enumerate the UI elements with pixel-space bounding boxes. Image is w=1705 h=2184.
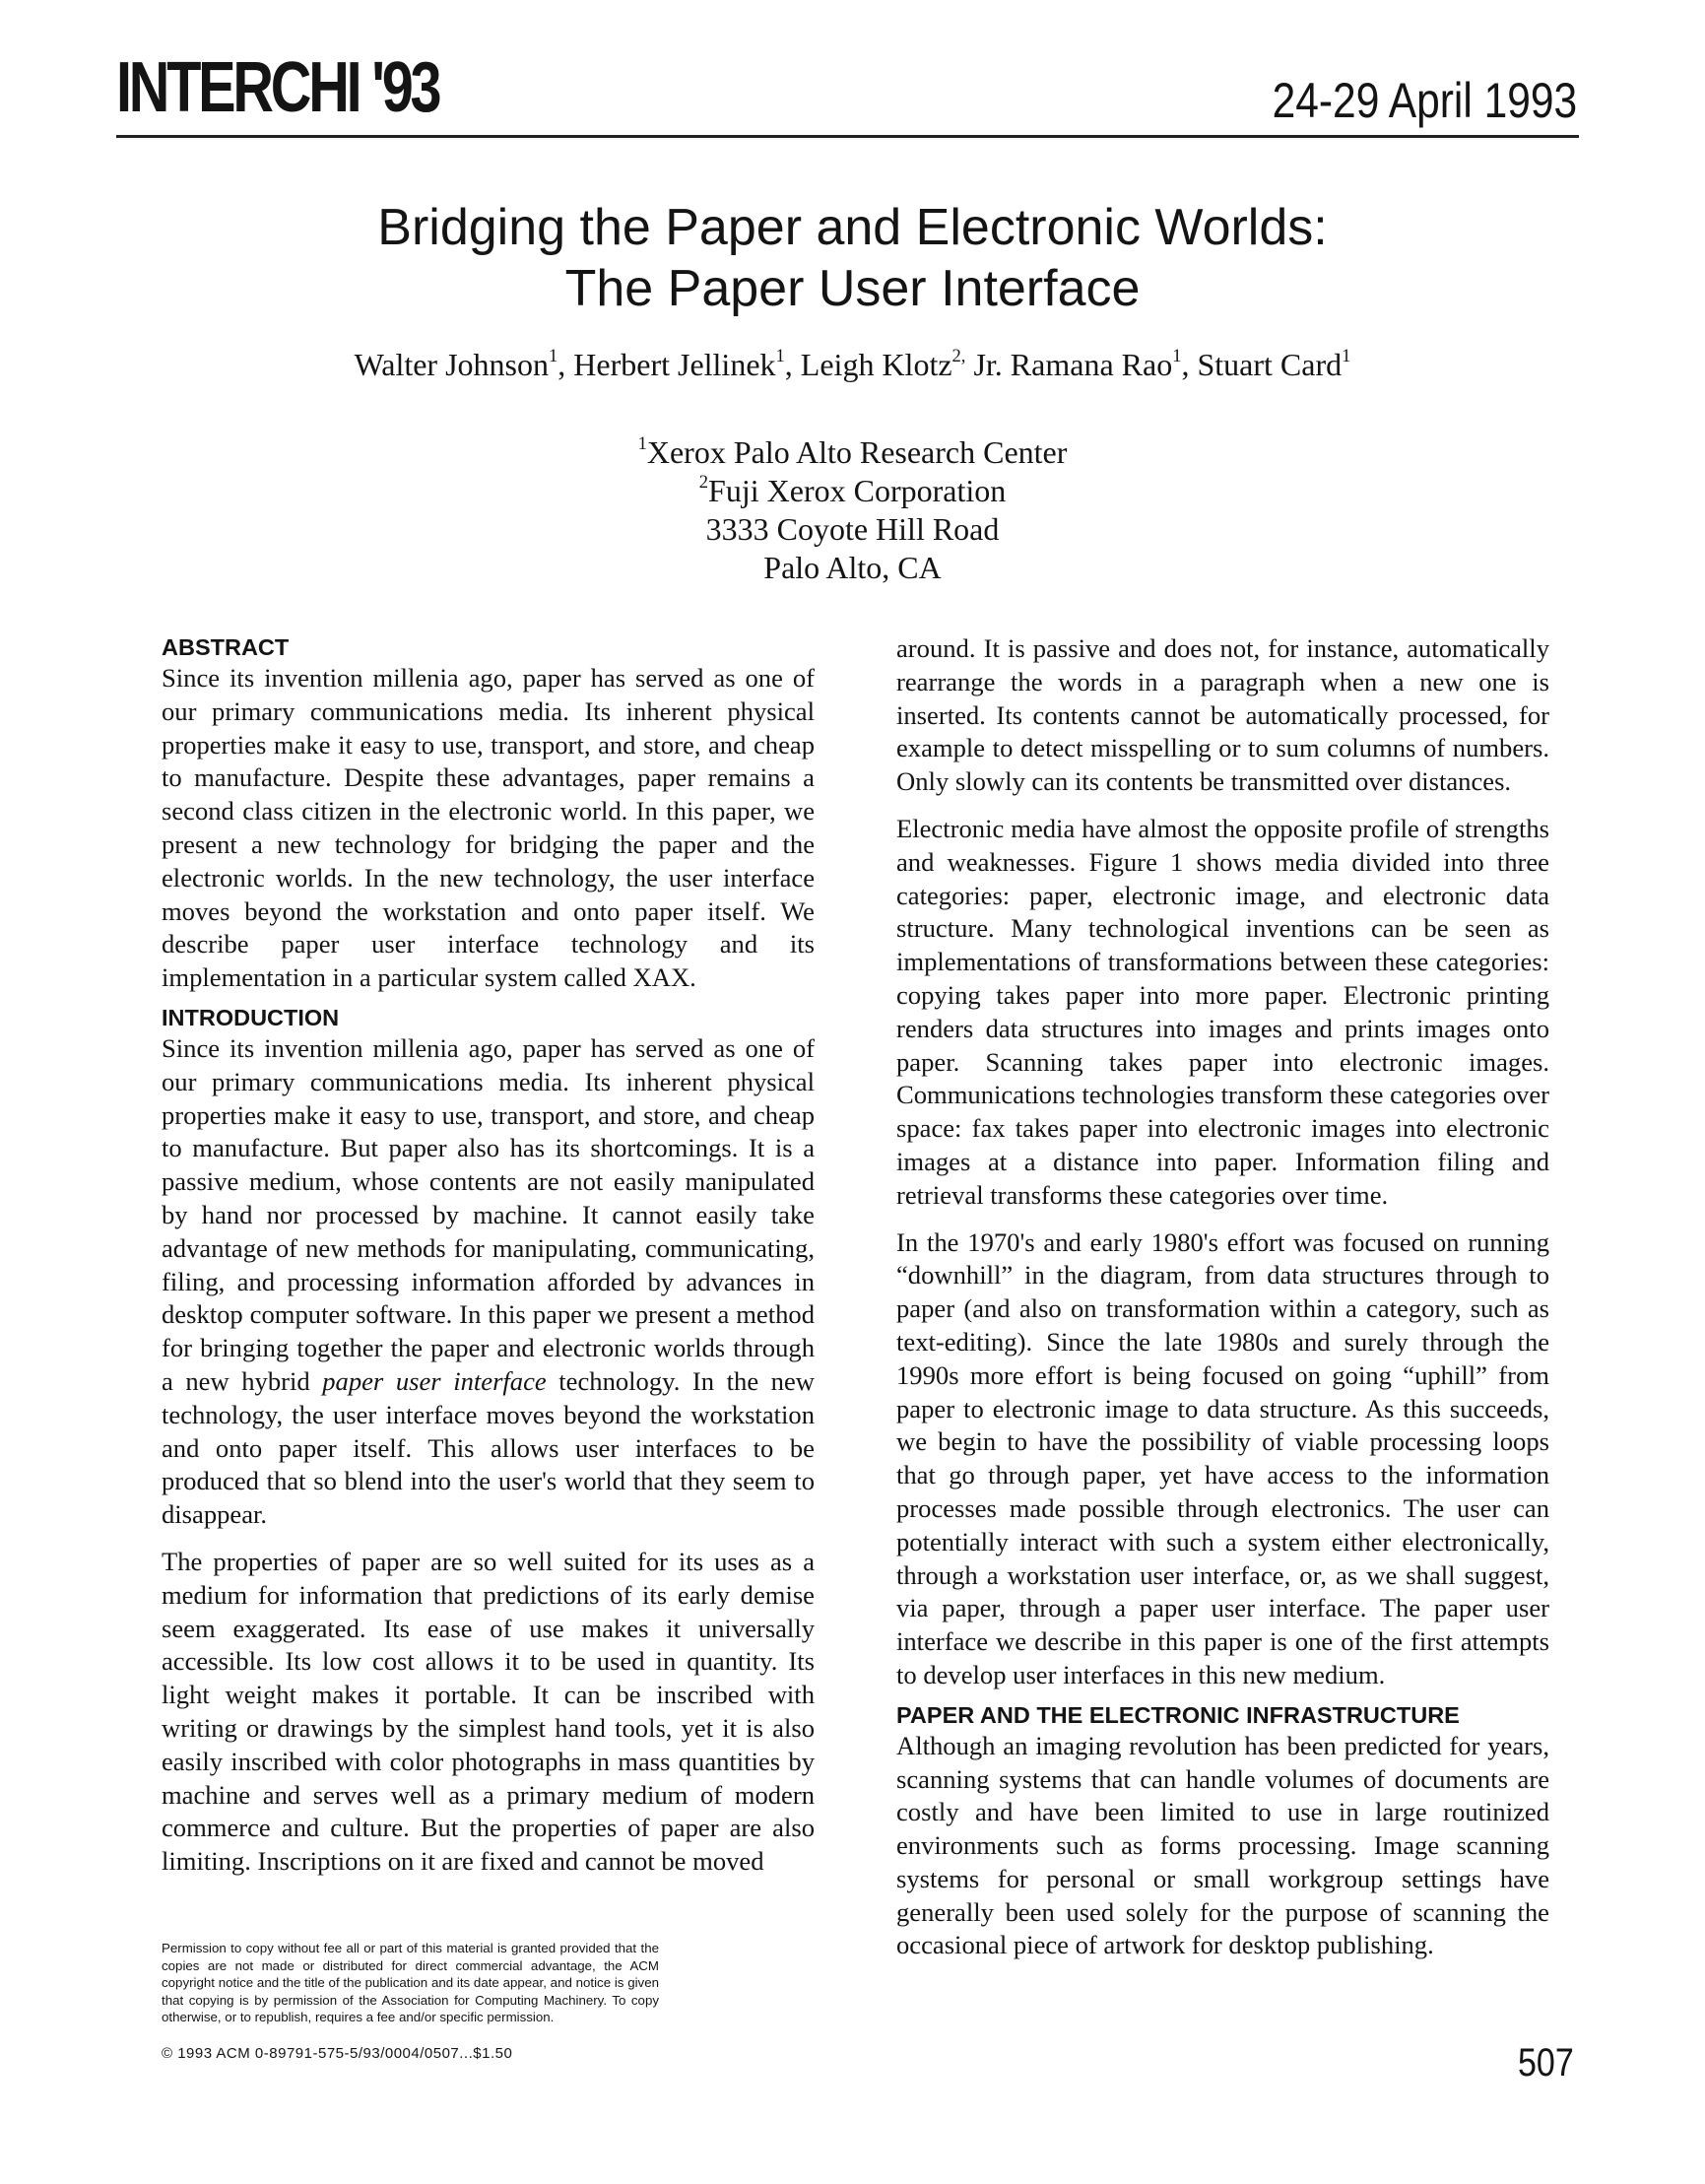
author-name: Herbert Jellinek — [573, 347, 776, 382]
header-rule — [116, 135, 1579, 138]
conference-logo: INTERCHI '93 — [116, 48, 439, 127]
paper-infrastructure-heading: PAPER AND THE ELECTRONIC INFRASTRUCTURE — [896, 1701, 1460, 1728]
author-list: Walter Johnson$^1$, Herbert Jellinek$^1$, Leigh Klotz$^{2,}$ Jr. Ramana Rao$^1$, Stuart Card$^1$ — [354, 345, 1351, 382]
author-name: Walter Johnson — [354, 347, 549, 382]
left-column — [162, 632, 815, 1879]
paragraph-text: technology. In the new technology, the user interface moves beyond the workstation and onto paper itself. This allows user interfaces to be produced that so blend into the user's world that they seem to disappear. — [162, 1365, 815, 1530]
affiliation-city: Palo Alto, CA — [763, 550, 942, 585]
author-name: Stuart Card — [1197, 347, 1343, 382]
affiliation-1 — [0, 433, 1705, 472]
author-mark: 1 — [1172, 345, 1182, 366]
abstract-text: Since its invention millenia ago, paper has served as one of our primary communications media. Its inherent physical properties make it easy to use, transport, and store, and cheap to manufacture. Despite these advantages, paper remains a second class citizen in the electronic world. In this paper, we present a new technology for bridging the paper and the electronic worlds. In the new technology, the user interface moves beyond the workstation and onto paper itself. We describe paper user interface technology and its implementation in a particular system called XAX. — [162, 663, 815, 993]
page-number: 507 — [1518, 2041, 1574, 2085]
affiliation-mark: 1 — [637, 432, 647, 454]
author-mark: 1 — [1342, 345, 1351, 366]
author-mark: 2, — [951, 345, 966, 366]
author-name: Leigh Klotz — [800, 347, 952, 382]
conference-date: 24-29 April 1993 — [1272, 73, 1577, 128]
introduction-paragraph-2: The properties of paper are so well suited for its uses as a medium for information that predictions of its early demise seem exaggerated. Its ease of use makes it universally accessible. Its low cost allows it to be used in quantity. Its light weight makes it portable. It can be inscribed with writing or drawings by the simplest hand tools, yet it is also easily inscribed with color photographs in mass quantities by machine and serves well as a primary medium of modern commerce and culture. But the properties of paper are also limiting. Inscriptions on it are fixed and cannot be moved — [162, 1546, 815, 1877]
emphasis-text: paper user interface — [322, 1365, 547, 1396]
paper-title — [0, 197, 1705, 319]
affiliation-mark: 2 — [698, 471, 709, 493]
introduction-paragraph-1 — [162, 1032, 815, 1532]
title-line-1: Bridging the Paper and Electronic Worlds: — [377, 199, 1328, 256]
paragraph-text: Since its invention millenia ago, paper has served as one of our primary communications media. Its inherent physical properties make it easy to use, transport, and store, and cheap to manufacture. But paper also has its shortcomings. It is a passive medium, whose contents are not easily manipulated by hand nor processed by machine. It cannot easily take advantage of new methods for manipulating, communicating, filing, and processing information afforded by advances in desktop computer software. In this paper we present a method for bringing together the paper and electronic worlds through a new hybrid — [162, 1032, 815, 1396]
permission-notice: Permission to copy without fee all or part of this material is granted provided that the copies are not made or distributed for direct commercial advantage, the ACM copyright notice and the title of the publication and its date appear, and notice is given that copying is by permission of the Association for Computing Machinery. To copy otherwise, or to republish, requires a fee and/or specific permission. — [162, 1941, 659, 2025]
title-line-2: The Paper User Interface — [564, 260, 1141, 317]
copyright-line: © 1993 ACM 0-89791-575-5/93/0004/0507...$1.50 — [162, 2045, 513, 2062]
author-mark: 1 — [775, 345, 785, 366]
author-mark: 1 — [548, 345, 558, 366]
paper-infrastructure-paragraph-1: Although an imaging revolution has been predicted for years, scanning systems that can handle volumes of documents are costly and have been limited to use in large routinized environments such as forms processing. Image scanning systems for personal or small workgroup settings have generally been used solely for the purpose of scanning the occasional piece of artwork for desktop publishing. — [896, 1730, 1549, 1960]
introduction-paragraph-3: Electronic media have almost the opposite profile of strengths and weaknesses. Figure 1 shows media divided into three categories: paper, electronic image, and electronic data structure. Many technological inventions can be seen as implementations of transformations between these categories: copying takes paper into more paper. Electronic printing renders data structures into images and prints images onto paper. Scanning takes paper into electronic images. Communications technologies transform these categories over space: fax takes paper into electronic images into electronic images at a distance into paper. Information filing and retrieval transforms these categories over time. — [896, 813, 1549, 1210]
affiliation-text: Fuji Xerox Corporation — [708, 473, 1007, 508]
affiliations — [0, 433, 1705, 587]
affiliation-text: Xerox Palo Alto Research Center — [646, 434, 1068, 470]
affiliation-2 — [0, 472, 1705, 510]
introduction-paragraph-4: In the 1970's and early 1980's effort was focused on running “downhill” in the diagram, from data structures through to paper (and also on transformation within a category, such as text-editing). Since the late 1980s and surely through the 1990s more effort is being focused on going “uphill” from paper to electronic image to data structure. As this succeeds, we begin to have the possibility of viable processing loops that go through paper, yet have access to the information processes made possible through electronics. The user can potentially interact with such a system either electronically, through a workstation user interface, or, as we shall suggest, via paper, through a paper user interface. The paper user interface we describe in this paper is one of the first attempts to develop user interfaces in this new medium. — [896, 1226, 1549, 1689]
author-name: Jr. Ramana Rao — [973, 347, 1173, 382]
introduction-paragraph-2-continued: around. It is passive and does not, for instance, automatically rearrange the words in a paragraph when a new one is inserted. Its contents cannot be automatically processed, for example to detect misspelling or to sum columns of numbers. Only slowly can its contents be transmitted over distances. — [896, 633, 1549, 797]
abstract-heading: ABSTRACT — [162, 634, 290, 660]
affiliation-street: 3333 Coyote Hill Road — [705, 511, 1000, 547]
right-column — [896, 632, 1549, 1962]
introduction-heading: INTRODUCTION — [162, 1004, 340, 1030]
